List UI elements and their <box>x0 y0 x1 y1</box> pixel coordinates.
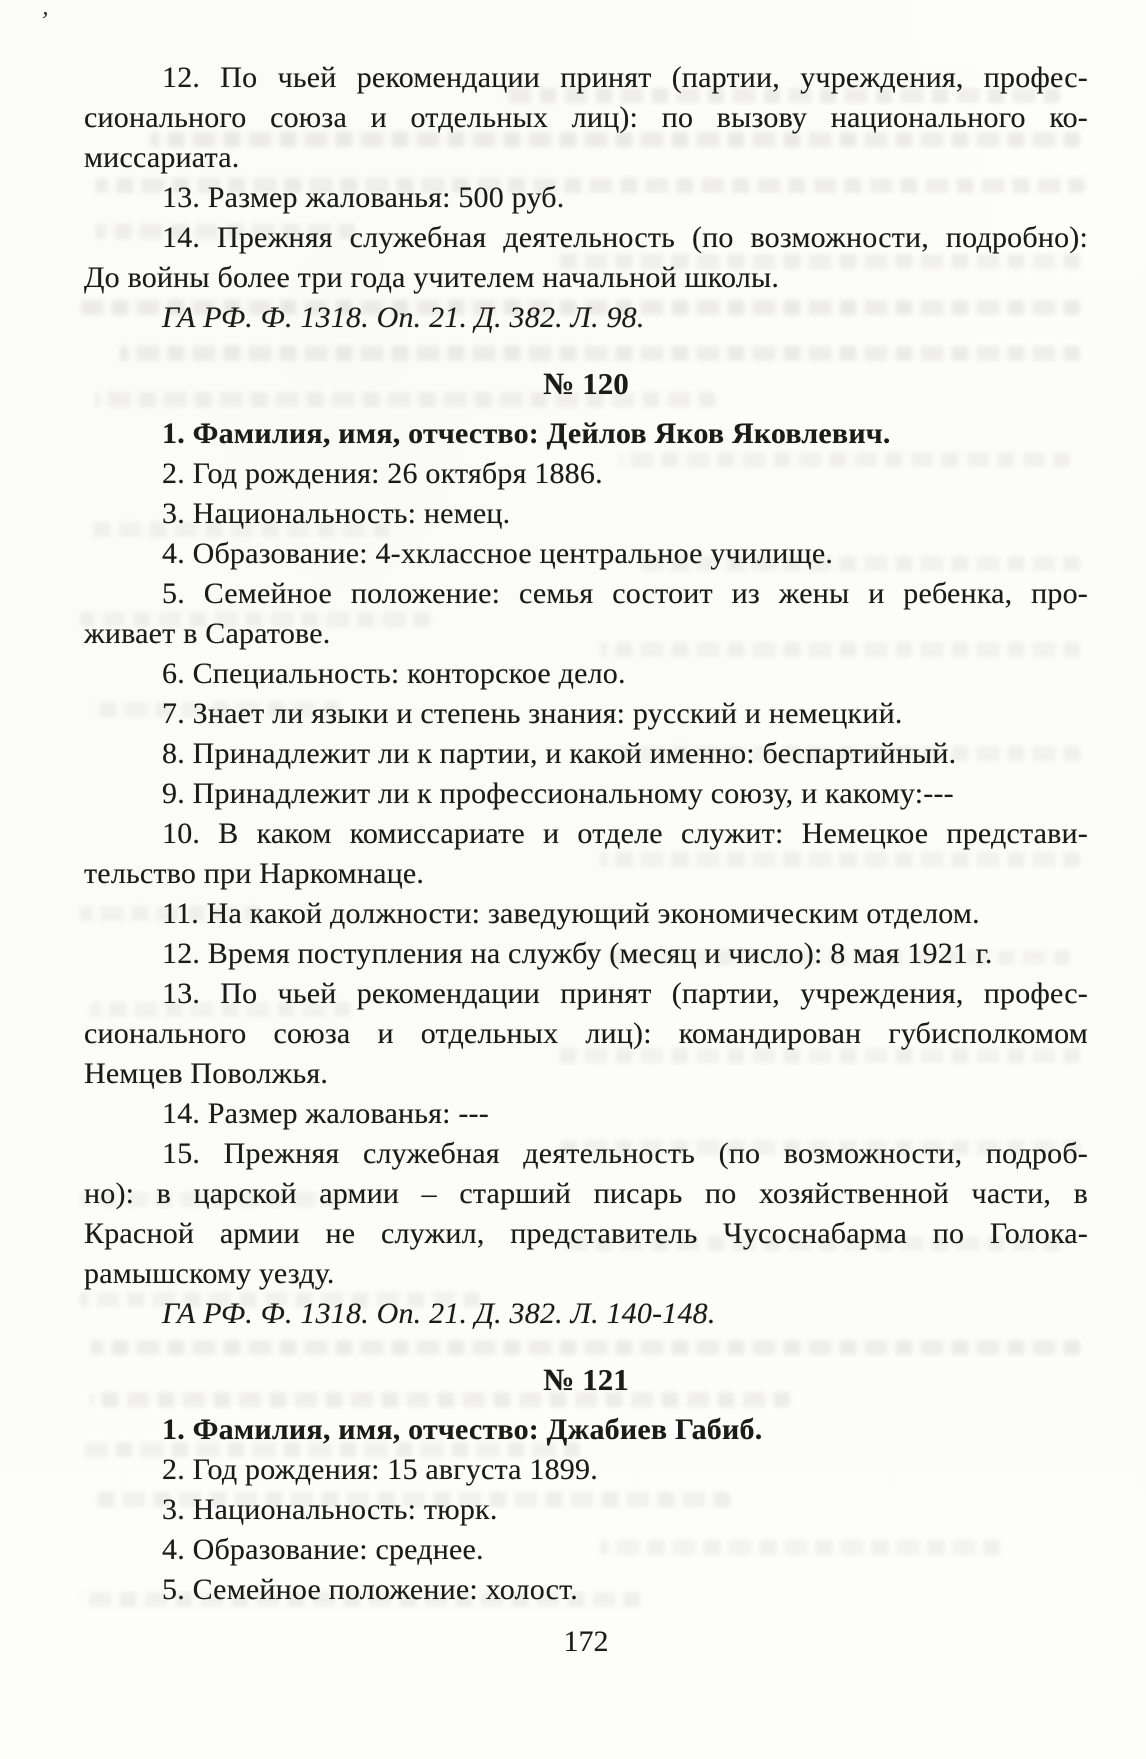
document-line: 11. На какой должности: заведующий экономическим отделом. <box>162 897 980 930</box>
document-line: 15. Прежняя служебная деятельность (по возможности, подроб- <box>162 1137 1088 1170</box>
document-text-column <box>84 58 1088 1610</box>
document-line: 2. Год рождения: 26 октября 1886. <box>162 457 603 490</box>
document-line: 12. Время поступления на службу (месяц и число): 8 мая 1921 г. <box>162 937 993 970</box>
document-line: 3. Национальность: тюрк. <box>162 1493 498 1526</box>
document-line: тельство при Наркомнаце. <box>84 857 425 890</box>
document-line: 13. Размер жалованья: 500 руб. <box>162 181 565 214</box>
document-line: 2. Год рождения: 15 августа 1899. <box>162 1453 598 1486</box>
document-line: сионального союза и отдельных лиц): командирован губисполкомом <box>84 1017 1088 1050</box>
document-line: 13. По чьей рекомендации принят (партии, учреждения, профес- <box>162 977 1088 1010</box>
document-line: 9. Принадлежит ли к профессиональному союзу, и какому:--- <box>162 777 954 810</box>
document-line: 10. В каком комиссариате и отделе служит: Немецкое представи- <box>162 817 1088 850</box>
record-heading: № 121 <box>543 1362 629 1397</box>
document-line: рамышскому уезду. <box>84 1257 335 1290</box>
document-line: 12. По чьей рекомендации принят (партии, учреждения, профес- <box>162 61 1088 94</box>
document-line: 14. Прежняя служебная деятельность (по возможности, подробно): <box>162 221 1088 254</box>
document-line: 1. Фамилия, имя, отчество: Джабиев Габиб. <box>162 1413 763 1446</box>
document-line: 6. Специальность: конторское дело. <box>162 657 626 690</box>
document-line: но): в царской армии – старший писарь по хозяйственной части, в <box>84 1177 1088 1210</box>
document-line: 4. Образование: среднее. <box>162 1533 484 1566</box>
document-line: 1. Фамилия, имя, отчество: Дейлов Яков Яковлевич. <box>162 417 891 450</box>
page-number: 172 <box>563 1625 609 1658</box>
document-line: миссариата. <box>84 141 240 174</box>
document-line: До войны более три года учителем начальной школы. <box>84 261 780 294</box>
document-line: Красной армии не служил, представитель Чусоснабарма по Голока- <box>84 1217 1088 1250</box>
document-line: Немцев Поволжья. <box>84 1057 329 1090</box>
document-line: 7. Знает ли языки и степень знания: русский и немецкий. <box>162 697 903 730</box>
document-line: живает в Саратове. <box>84 617 331 650</box>
archive-reference: ГА РФ. Ф. 1318. Оп. 21. Д. 382. Л. 98. <box>162 301 645 334</box>
record-heading: № 120 <box>543 366 629 401</box>
document-line: 8. Принадлежит ли к партии, и какой именно: беспартийный. <box>162 737 957 770</box>
document-line: 4. Образование: 4-хклассное центральное училище. <box>162 537 834 570</box>
document-line: 3. Национальность: немец. <box>162 497 511 530</box>
archive-reference: ГА РФ. Ф. 1318. Оп. 21. Д. 382. Л. 140-148. <box>162 1297 716 1330</box>
scan-artifact-speck: ’ <box>38 5 51 36</box>
document-line: сионального союза и отдельных лиц): по вызову национального ко- <box>84 101 1088 134</box>
document-line: 5. Семейное положение: холост. <box>162 1573 578 1606</box>
document-line: 5. Семейное положение: семья состоит из жены и ребенка, про- <box>162 577 1088 610</box>
document-line: 14. Размер жалованья: --- <box>162 1097 489 1130</box>
